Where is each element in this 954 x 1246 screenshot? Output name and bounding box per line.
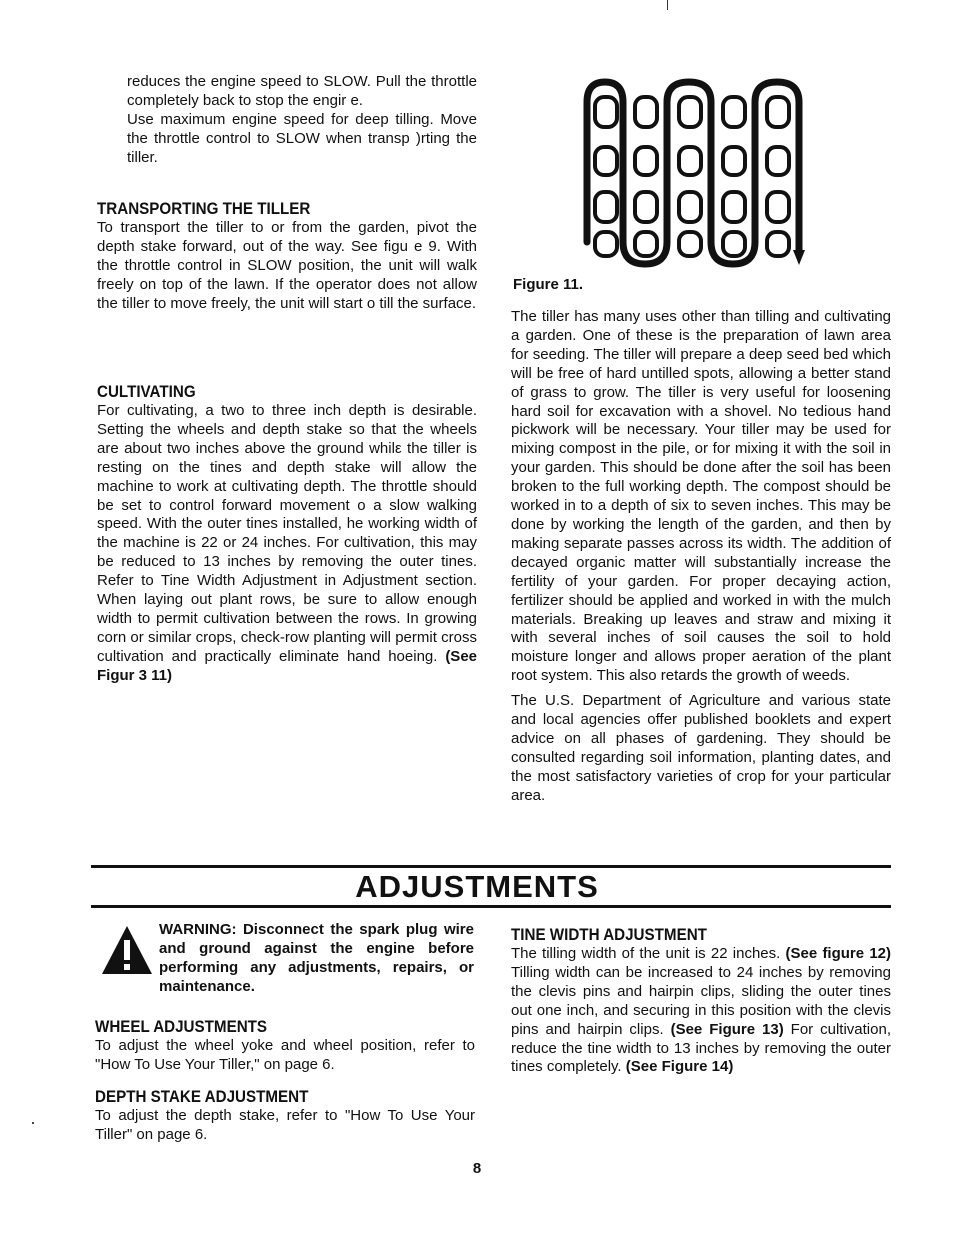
section-rule-bottom bbox=[91, 905, 891, 908]
tine-ref-1: (See figure 12) bbox=[785, 945, 891, 962]
transport-text: To transport the tiller to or from the garden, pivot the depth stake forward, out of the way. See figu e 9. With the throttle control in SLOW position, the unit will walk freely on top of the lawn. If the operator does not allow the tiller to move freely, the unit will start o till the surface. bbox=[97, 219, 477, 312]
tine-ref-3: (See Figure 14) bbox=[625, 1058, 734, 1076]
warning-icon bbox=[100, 924, 154, 976]
warning-text: WARNING: Disconnect the spark plug wire and ground against the engine before performing any adjustments, repairs, or maintenance. bbox=[159, 921, 474, 995]
page-number: 8 bbox=[472, 1160, 482, 1177]
cultivating-section bbox=[97, 382, 477, 686]
cultivating-heading: CULTIVATING bbox=[97, 383, 196, 401]
tine-heading: TINE WIDTH ADJUSTMENT bbox=[511, 926, 707, 944]
scan-mark bbox=[667, 0, 668, 10]
right-para-2: The U.S. Department of Agriculture and various state and local agencies offer published booklets and expert advice on all phases of gardening. They should be consulted regarding soil information, planting dates, and the most satisfactory varieties of crop for your particular area. bbox=[511, 692, 891, 804]
tine-ref-2: (See Figure 13) bbox=[670, 1020, 784, 1038]
depth-text: To adjust the depth stake, refer to "How To Use Your Tiller" on page 6. bbox=[95, 1107, 475, 1143]
intro-line-2: Use maximum engine speed for deep tilling. Move the throttle control to SLOW when transp )rting the tiller. bbox=[127, 110, 477, 166]
wheel-text: To adjust the wheel yoke and wheel position, refer to "How To Use Your Tiller," on page 6. bbox=[95, 1037, 475, 1073]
figure-caption-text: Figure 11. bbox=[513, 276, 584, 293]
wheel-heading: WHEEL ADJUSTMENTS bbox=[95, 1018, 268, 1036]
direction-arrow-icon bbox=[793, 250, 805, 265]
transport-heading: TRANSPORTING THE TILLER bbox=[97, 200, 311, 218]
transport-section bbox=[97, 199, 477, 314]
figure-11-caption bbox=[513, 276, 713, 295]
right-text bbox=[511, 308, 891, 806]
cultivating-text: For cultivating, a two to three inch depth is desirable. Setting the wheels and depth stake so that the wheels are about two inches above the ground whilε the tiller is resting on the tines and depth stake will allow the machine to work at cultivating depth. The throttle should be set to control forward movement o a slow walking speed. With the outer tines installed, he working width of the machine is 22 or 24 inches. For cultivation, this may be reduced to 13 inches by removing the outer tines. Refer to Tine Width Adjustment in Adjustment section. When laying out plant rows, be sure to allow enough width to permit cultivation between the rows. In growing corn or similar crops, check-row planting will permit cross cultivation and practically eliminate hand hoeing. bbox=[97, 402, 477, 665]
scan-dot bbox=[32, 1122, 34, 1124]
depth-section bbox=[95, 1087, 475, 1145]
cultivating-paragraph bbox=[97, 402, 477, 686]
right-para-1: The tiller has many uses other than tilling and cultivating a garden. One of these is the preparation of lawn area for seeding. The tiller will prepare a deep seed bed which will be free of hard untilled spots, allowing a better stand of grass to grow. The tiller is very useful for loosening hard soil for excavation with a shovel. No tedious hand pickwork will be necessary. Your tiller may be used for mixing compost in the pile, or for mixing it with the soil in your garden. This should be done after the soil has been broken to the full working depth. The compost should be worked in to a depth of six to seven inches. This may be done by working the length of the garden, and then by making separate passes across its width. The addition of decayed organic matter will substantially increase the fertility of your garden. For proper decaying action, fertilizer should be applied and worked in with the mulch materials. Breaking up leaves and straw and mixing it with several inches of soil causes the soil to hold moisture longer and allows proper aeration of the plant root system. This also retards the growth of weeds. bbox=[511, 308, 891, 685]
tine-section bbox=[511, 925, 891, 1077]
cross-row-pattern-illustration bbox=[575, 72, 825, 272]
figure-11 bbox=[575, 72, 825, 272]
cultivating-ref: (See Figur 3 11) bbox=[97, 647, 477, 684]
section-rule-top bbox=[91, 865, 891, 868]
tine-paragraph bbox=[511, 945, 891, 1077]
intro-line-1: reduces the engine speed to SLOW. Pull the throttle completely back to stop the engir e. bbox=[127, 73, 477, 109]
tine-text-2: Tilling width can be increased to 24 inches by removing the clevis pins and hairpin clips, sliding the outer tines out one inch, and securing in this position with the clevis pins and hairpin clips. bbox=[511, 963, 891, 1038]
depth-heading: DEPTH STAKE ADJUSTMENT bbox=[95, 1088, 309, 1106]
tine-text-3: For cultivation, reduce the tine width to 13 inches by removing the outer tines completely. bbox=[511, 1020, 891, 1076]
left-intro bbox=[127, 73, 477, 168]
tine-text-1: The tilling width of the unit is 22 inches. bbox=[511, 945, 781, 962]
section-title: ADJUSTMENTS bbox=[355, 869, 599, 904]
wheel-section bbox=[95, 1017, 475, 1075]
